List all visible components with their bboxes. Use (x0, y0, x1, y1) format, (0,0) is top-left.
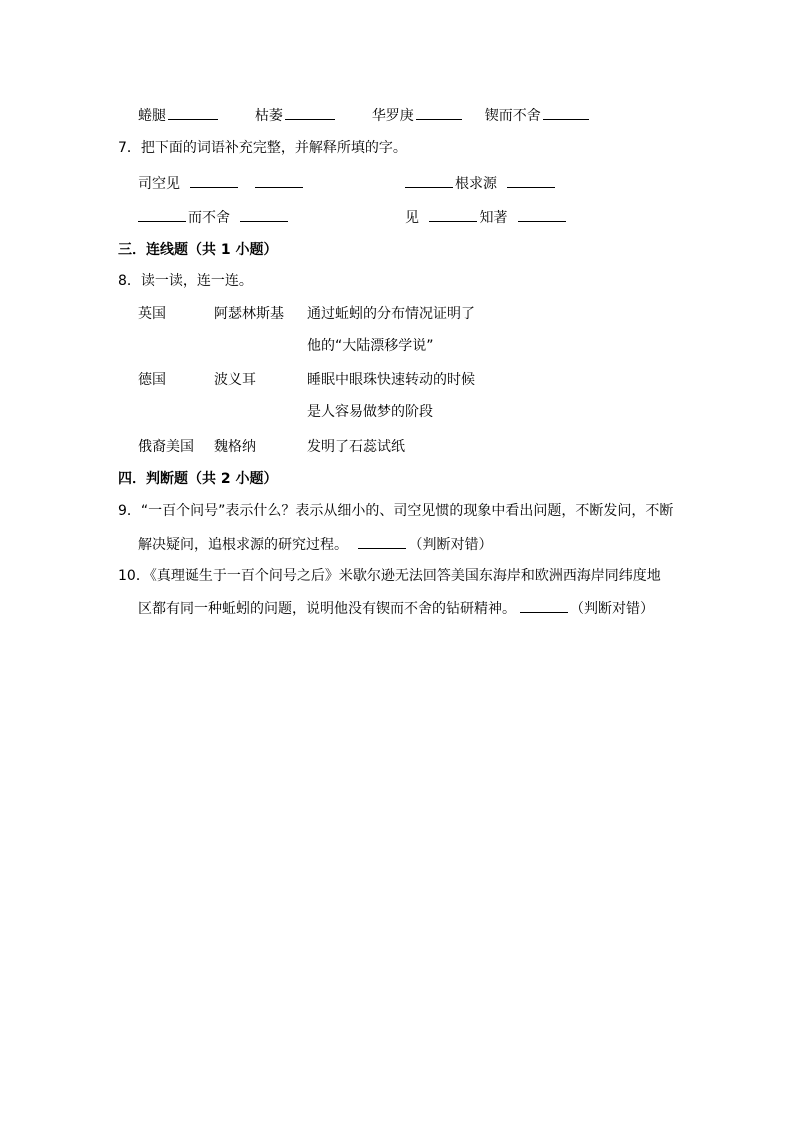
q6-word: 华罗庚 (371, 108, 414, 124)
explain-blank[interactable] (518, 207, 566, 222)
fact-item-line[interactable]: 通过蚯蚓的分布情况证明了 (307, 306, 475, 322)
section-heading: 四．判断题（共 2 小题） (118, 471, 278, 487)
q6-word: 蜷腿 (138, 108, 166, 124)
explain-blank[interactable] (255, 173, 303, 188)
q10-line (138, 598, 654, 618)
q6-word: 枯萎 (254, 108, 283, 124)
q8-prompt: 8．读一读，连一连。 (118, 273, 253, 289)
q7-row1-left (138, 173, 305, 193)
q6-word-line (138, 105, 591, 125)
q7-word: 司空见 (138, 176, 180, 192)
explain-blank[interactable] (507, 173, 555, 188)
q9-line: 9．“一百个问号”表示什么？表示从细小的、司空见惯的现象中看出问题，不断发问，不断 (118, 503, 674, 519)
judge-blank[interactable] (520, 598, 568, 613)
q9-line (138, 534, 492, 554)
answer-blank[interactable] (543, 105, 589, 120)
q7-row2-right (405, 207, 568, 227)
q7-word: 而不舍 (188, 210, 230, 226)
q7-prompt: 7．把下面的词语补充完整，并解释所填的字。 (118, 140, 407, 156)
q7-word: 见 (405, 210, 419, 226)
fact-item-line: 他的“大陆漂移学说” (307, 338, 434, 354)
answer-blank[interactable] (405, 173, 453, 188)
q10-line: 10．《真理诞生于一百个问号之后》米歇尔逊无法回答美国东海岸和欧洲西海岸同纬度地 (118, 568, 661, 584)
judge-hint: （判断对错） (408, 537, 493, 553)
fact-item-line: 是人容易做梦的阶段 (307, 404, 433, 420)
country-item[interactable]: 英国 (138, 306, 166, 322)
answer-blank[interactable] (429, 207, 477, 222)
q10-text: 区都有同一种蚯蚓的问题，说明他没有锲而不舍的钻研精神。 (138, 601, 516, 617)
q7-row1-right (405, 173, 557, 193)
explain-blank[interactable] (240, 207, 288, 222)
q9-text: 解决疑问，追根求源的研究过程。 (138, 537, 348, 553)
person-item[interactable]: 阿瑟林斯基 (214, 306, 284, 322)
judge-hint: （判断对错） (570, 601, 654, 617)
q7-word: 知著 (479, 210, 508, 226)
fact-item-line[interactable]: 发明了石蕊试纸 (307, 439, 405, 455)
fact-item-line[interactable]: 睡眠中眼珠快速转动的时候 (307, 372, 475, 388)
person-item[interactable]: 波义耳 (214, 372, 256, 388)
answer-blank[interactable] (190, 173, 238, 188)
q6-word: 锲而不舍 (484, 108, 541, 124)
country-item[interactable]: 德国 (138, 372, 166, 388)
judge-blank[interactable] (358, 534, 406, 549)
q7-row2-left (138, 207, 290, 227)
person-item[interactable]: 魏格纳 (214, 439, 256, 455)
answer-blank[interactable] (168, 105, 218, 120)
q7-word: 根求源 (455, 176, 497, 192)
country-item[interactable]: 俄裔美国 (138, 439, 194, 455)
answer-blank[interactable] (416, 105, 462, 120)
answer-blank[interactable] (285, 105, 335, 120)
answer-blank[interactable] (138, 207, 186, 222)
section-heading: 三．连线题（共 1 小题） (118, 242, 278, 258)
